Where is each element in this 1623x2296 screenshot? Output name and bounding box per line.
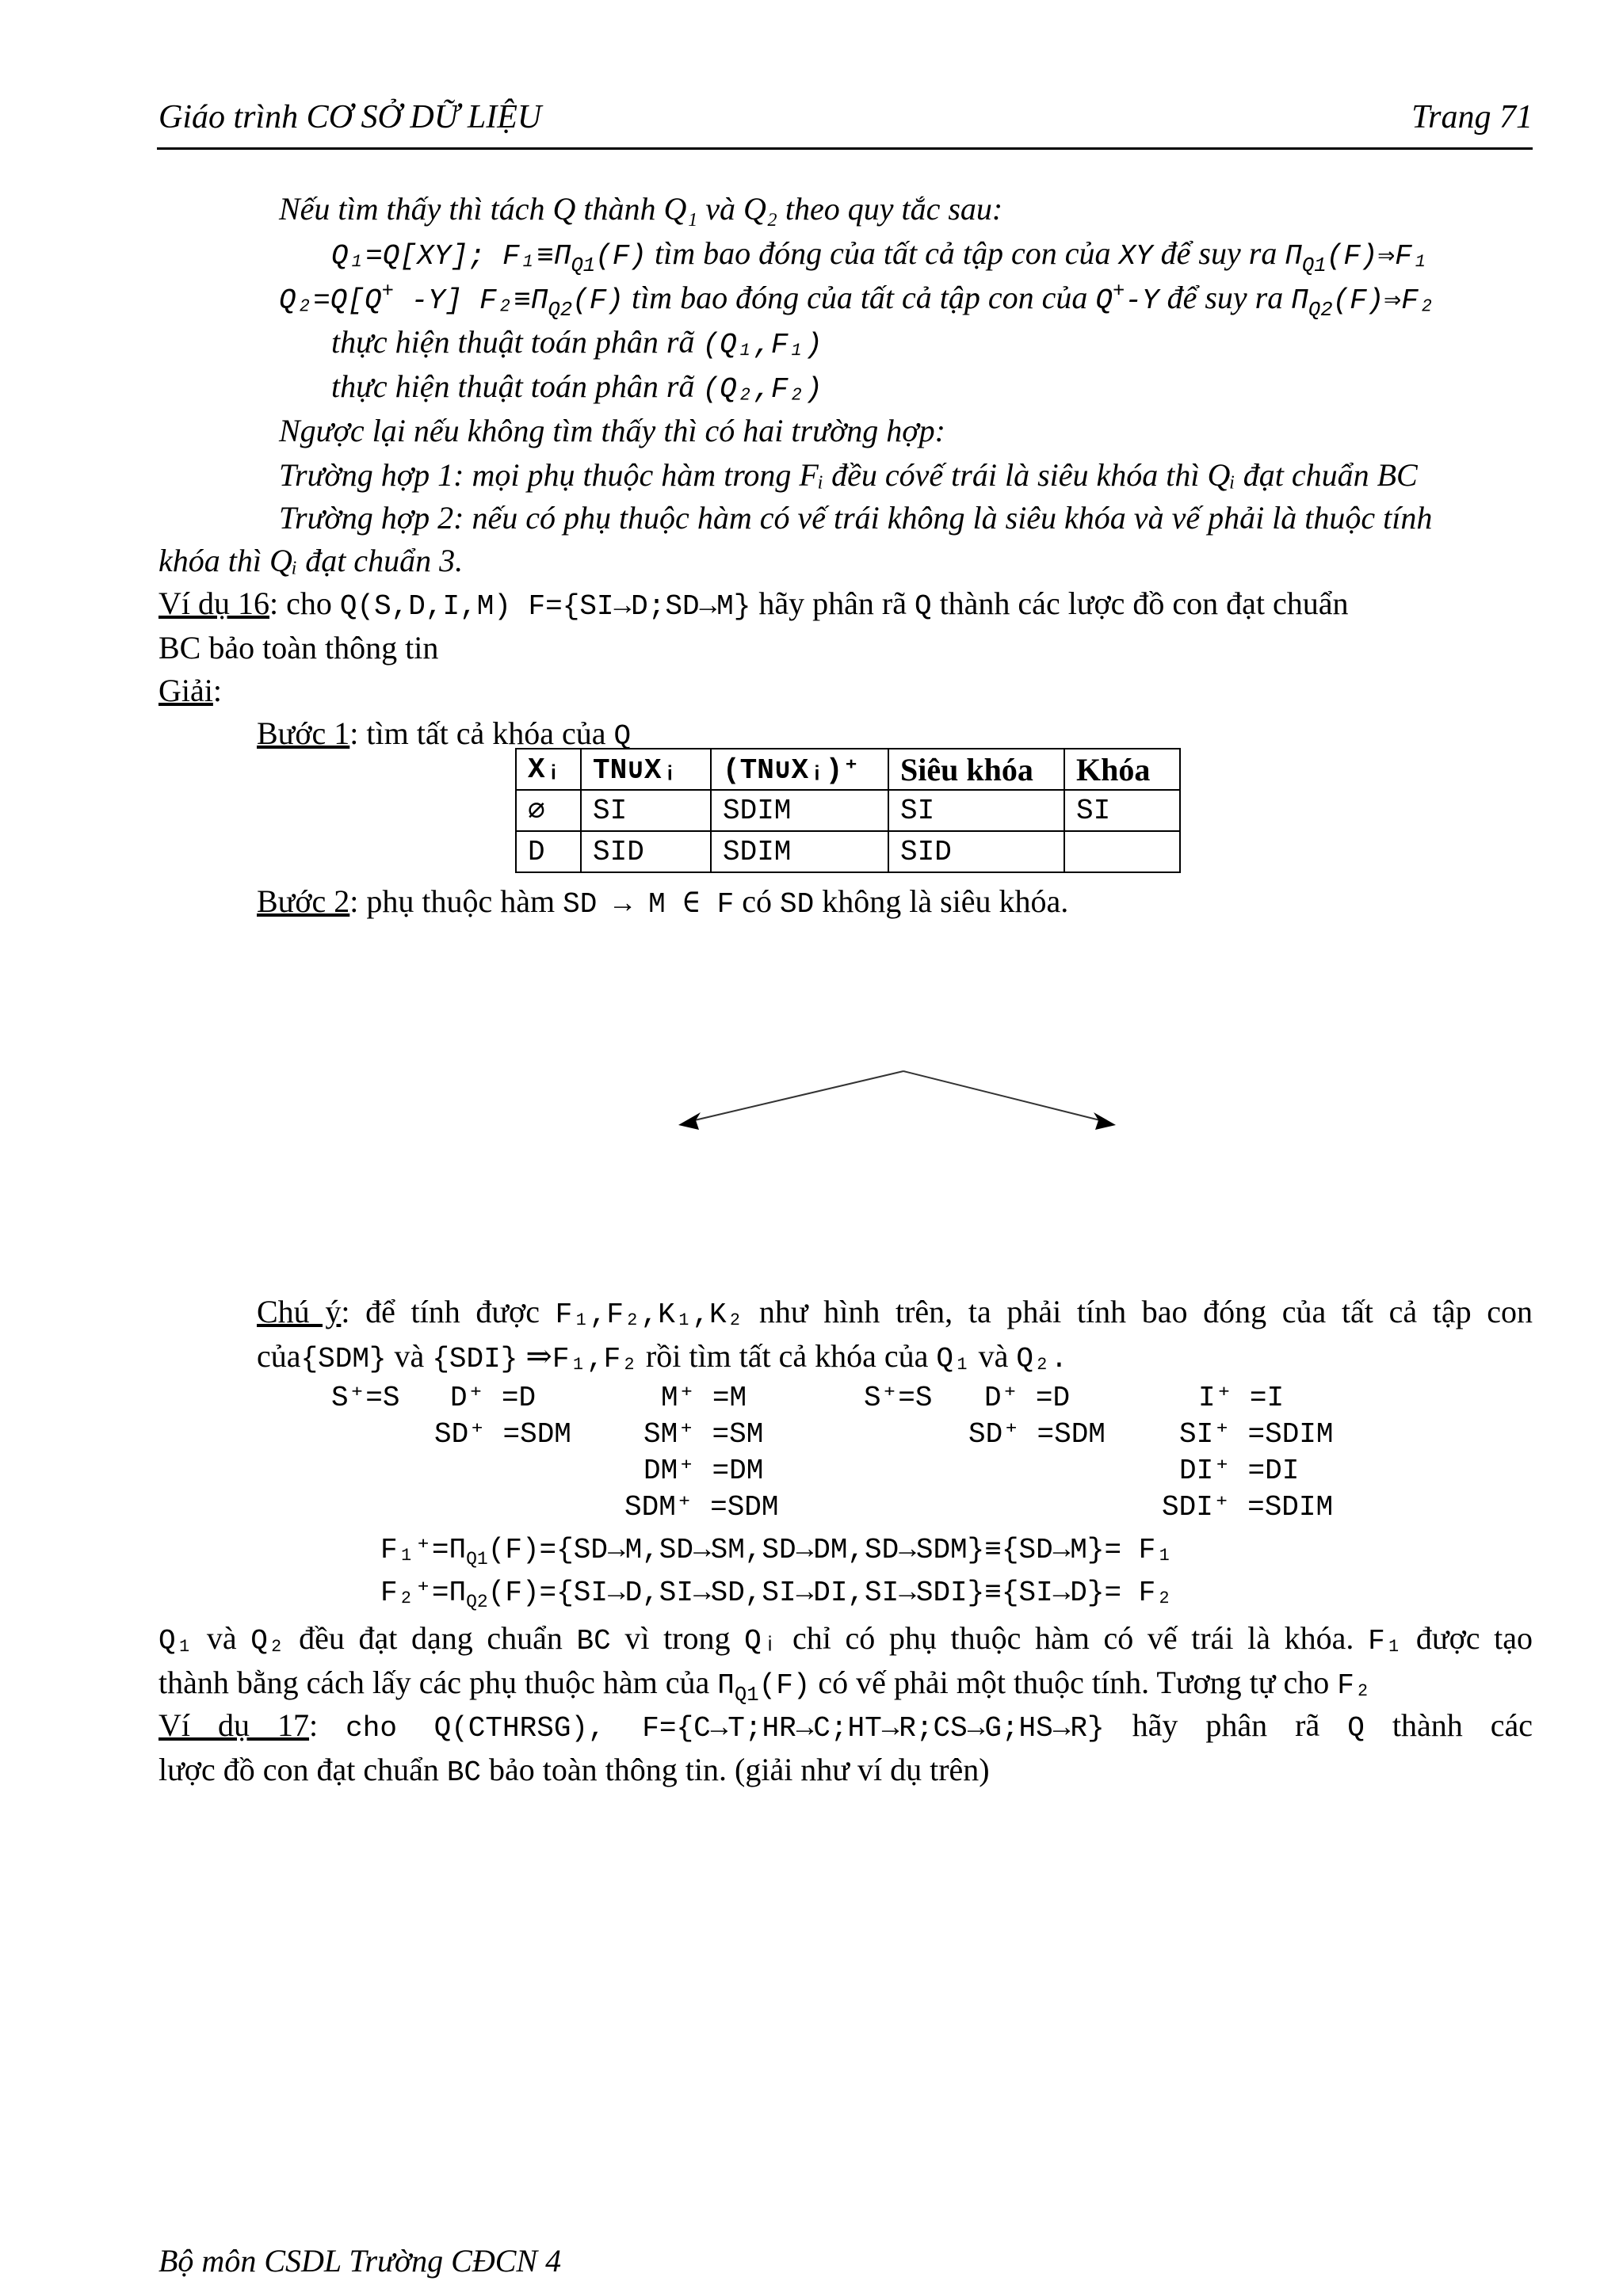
code: -Y <box>1125 284 1159 317</box>
code: (F) <box>595 240 647 273</box>
code: (F) <box>572 284 624 317</box>
step-1-label: Bước 1 <box>257 715 350 751</box>
text: thành các lược đồ con đạt chuẩn <box>931 585 1349 621</box>
solution-label: Giải <box>158 673 213 708</box>
header-rule <box>157 147 1533 150</box>
code: (F)⇒F₂ <box>1332 284 1436 317</box>
text: : <box>309 1707 346 1743</box>
text: đều đạt dạng chuẩn <box>285 1620 577 1656</box>
text: có vế phải một thuộc tính. Tương tự cho <box>810 1665 1338 1700</box>
text: thực hiện thuật toán phân rã <box>331 324 703 360</box>
key-table <box>515 748 1181 873</box>
code: BC <box>446 1756 482 1789</box>
intro-line-2 <box>331 231 1429 279</box>
text: như hình trên, ta phải tính bao đóng của tất cả tập con <box>743 1294 1533 1329</box>
text: để suy ra <box>1159 280 1292 315</box>
code: Q₂ <box>250 1625 285 1657</box>
intro-line-7: Trường hợp 1: mọi phụ thuộc hàm trong Fᵢ đều cóvế trái là siêu khóa thì Qᵢ đạt chuẩn BC <box>279 457 1418 493</box>
subscript: Q1 <box>466 1549 488 1570</box>
code: {SDM} <box>300 1343 387 1375</box>
closure: S⁺=S <box>331 1382 400 1414</box>
code: Q₁ <box>158 1625 193 1657</box>
code: Π <box>1291 284 1308 317</box>
text: tìm bao đóng của tất cả tập con của <box>646 235 1119 271</box>
text: : để tính được <box>341 1294 556 1329</box>
closure: SD⁺ =SDM <box>434 1418 571 1451</box>
intro-line-4 <box>331 320 823 368</box>
note-line-1 <box>257 1290 1533 1337</box>
table-cell <box>1064 831 1180 872</box>
right-arrowhead-icon <box>1094 1112 1116 1130</box>
closure: DM⁺ =DM <box>643 1455 764 1487</box>
closure: SD⁺ =SDM <box>968 1418 1106 1451</box>
example-17-line-2 <box>158 1748 990 1795</box>
projection-f2 <box>380 1575 1173 1613</box>
text: tìm bao đóng của tất cả tập con của <box>623 280 1096 315</box>
closure: D⁺ =D <box>984 1382 1071 1414</box>
text: không là siêu khóa. <box>814 883 1069 919</box>
text: hãy phân rã <box>750 585 915 621</box>
text: và <box>193 1620 251 1656</box>
subscript: Q1 <box>1301 254 1327 277</box>
code: cho Q(CTHRSG), F={C→T;HR→C;HT→R;CS→G;HS→R} <box>346 1712 1105 1745</box>
text: thành các <box>1364 1707 1533 1743</box>
closure: M⁺ =M <box>661 1382 747 1414</box>
closure: SI⁺ =SDIM <box>1179 1418 1334 1451</box>
code: F₁,F₂ <box>552 1343 638 1375</box>
text: của <box>257 1338 301 1374</box>
example-17-line-1 <box>158 1703 1533 1751</box>
table-cell: SI <box>888 790 1064 831</box>
table-cell: SID <box>581 831 711 872</box>
intro-line-8: Trường hợp 2: nếu có phụ thuộc hàm có vế trái không là siêu khóa và vế phải là thuộc tính <box>279 500 1433 536</box>
intro-line-6: Ngược lại nếu không tìm thấy thì có hai trường hợp: <box>279 413 945 448</box>
code: (F)={SD→M,SD→SM,SD→DM,SD→SDM}≡{SD→M}= F₁ <box>487 1534 1173 1566</box>
code: BC <box>576 1625 611 1657</box>
closure: SDI⁺ =SDIM <box>1162 1491 1334 1524</box>
subscript: Q2 <box>466 1592 488 1613</box>
subscript: Q1 <box>734 1684 759 1707</box>
code: Q₁=Q[XY]; F₁≡Π <box>331 240 571 273</box>
superscript: + <box>1113 280 1125 303</box>
closure: D⁺ =D <box>450 1382 537 1414</box>
closure: SDM⁺ =SDM <box>624 1491 779 1524</box>
left-branch-line <box>688 1071 903 1122</box>
code: Q <box>1347 1712 1365 1745</box>
code: SD <box>780 888 815 921</box>
code: XY <box>1118 240 1153 273</box>
table-cell: SID <box>888 831 1064 872</box>
code: Q <box>613 720 632 753</box>
code: (Q₁,F₁) <box>702 329 823 361</box>
step-2-label: Bước 2 <box>257 883 350 919</box>
text: : cho <box>269 585 340 621</box>
text: hãy phân rã <box>1104 1707 1348 1743</box>
text: lược đồ con đạt chuẩn <box>158 1752 447 1787</box>
intro-line-3 <box>279 276 1435 323</box>
example-16-line-2: BC bảo toàn thông tin <box>158 630 439 666</box>
closure: DI⁺ =DI <box>1179 1455 1300 1487</box>
table-cell: ∅ <box>516 790 581 831</box>
code: Π <box>1285 240 1302 273</box>
text: và <box>970 1338 1017 1374</box>
text: thực hiện thuật toán phân rã <box>331 368 703 404</box>
table-cell: SDIM <box>711 831 888 872</box>
footer-text: Bộ môn CSDL Trường CĐCN 4 <box>158 2243 562 2279</box>
code: -Y] F₂≡Π <box>393 284 548 317</box>
text: ⇒ <box>517 1338 552 1374</box>
code: (F)⇒F₁ <box>1326 240 1430 273</box>
decomposition-diagram <box>666 1062 1125 1157</box>
table-row <box>516 831 1180 872</box>
note-line-2 <box>257 1334 1067 1382</box>
table-header: (TN∪Xᵢ)⁺ <box>711 749 888 790</box>
closure: S⁺=S <box>864 1382 933 1414</box>
table-header: Siêu khóa <box>888 749 1064 790</box>
code: F₂ <box>1337 1669 1372 1702</box>
code: Q₂. <box>1016 1343 1068 1375</box>
closure: I⁺ =I <box>1198 1382 1285 1414</box>
text: : tìm tất cả khóa của <box>349 715 614 751</box>
text: : <box>212 673 222 708</box>
step-2 <box>257 879 1068 927</box>
code: Q₂=Q[Q <box>279 284 382 317</box>
code: F₁ <box>1368 1625 1403 1657</box>
table-cell: SI <box>1064 790 1180 831</box>
example-17-label: Ví dụ 17 <box>158 1707 310 1743</box>
text: chỉ có phụ thuộc hàm có vế trái là khóa. <box>778 1620 1369 1656</box>
code: SD → M ∈ F <box>563 888 735 921</box>
solution-heading <box>158 669 222 713</box>
code: F₁,F₂,K₁,K₂ <box>555 1299 744 1331</box>
right-branch-line <box>903 1071 1106 1122</box>
left-arrowhead-icon <box>678 1112 701 1130</box>
code: Q₁ <box>936 1343 971 1375</box>
table-header: TN∪Xᵢ <box>581 749 711 790</box>
text: để suy ra <box>1152 235 1285 271</box>
code: Q(S,D,I,M) F={SI→D;SD→M} <box>339 590 751 623</box>
subscript: Q2 <box>1308 299 1333 322</box>
text: được tạo <box>1402 1620 1533 1656</box>
code: (F)={SI→D,SI→SD,SI→DI,SI→SDI}≡{SI→D}= F₂ <box>487 1577 1173 1609</box>
code: {SDI} <box>432 1343 518 1375</box>
intro-line-5 <box>331 364 823 412</box>
code: F₁⁺=Π <box>380 1534 467 1566</box>
header-page-number: Trang 71 <box>1411 99 1533 135</box>
closure: SM⁺ =SM <box>643 1418 764 1451</box>
text: có <box>734 883 780 919</box>
code: (F) <box>758 1669 811 1702</box>
table-cell: SI <box>581 790 711 831</box>
example-16-line-1 <box>158 582 1349 629</box>
subscript: Q1 <box>571 254 596 277</box>
table-cell: SDIM <box>711 790 888 831</box>
text: : phụ thuộc hàm <box>349 883 563 919</box>
code: Π <box>717 1669 735 1702</box>
superscript: + <box>381 280 394 303</box>
table-header-row <box>516 749 1180 790</box>
code: F₂⁺=Π <box>380 1577 467 1609</box>
intro-line-9: khóa thì Qᵢ đạt chuẩn 3. <box>158 543 464 578</box>
table-header: Khóa <box>1064 749 1180 790</box>
text: và <box>386 1338 433 1374</box>
conclusion-line-2 <box>158 1661 1371 1708</box>
subscript: Q2 <box>548 299 573 322</box>
conclusion-line-1 <box>158 1616 1533 1664</box>
intro-line-1: Nếu tìm thấy thì tách Q thành Q₁ và Q₂ theo quy tắc sau: <box>279 191 1003 227</box>
text: rồi tìm tất cả khóa của <box>637 1338 937 1374</box>
table-row <box>516 790 1180 831</box>
header-title: Giáo trình CƠ SỞ DỮ LIỆU <box>158 99 542 135</box>
code: (Q₂,F₂) <box>702 373 823 406</box>
table-header: Xᵢ <box>516 749 581 790</box>
note-label: Chú ý <box>257 1294 342 1329</box>
text: vì trong <box>610 1620 745 1656</box>
code: Q <box>1095 284 1113 317</box>
projection-f1 <box>380 1532 1173 1570</box>
example-16-label: Ví dụ 16 <box>158 585 269 621</box>
code: Qᵢ <box>744 1625 779 1657</box>
text: thành bằng cách lấy các phụ thuộc hàm của <box>158 1665 718 1700</box>
code: Q <box>914 590 932 623</box>
table-cell: D <box>516 831 581 872</box>
text: bảo toàn thông tin. (giải như ví dụ trên) <box>481 1752 990 1787</box>
